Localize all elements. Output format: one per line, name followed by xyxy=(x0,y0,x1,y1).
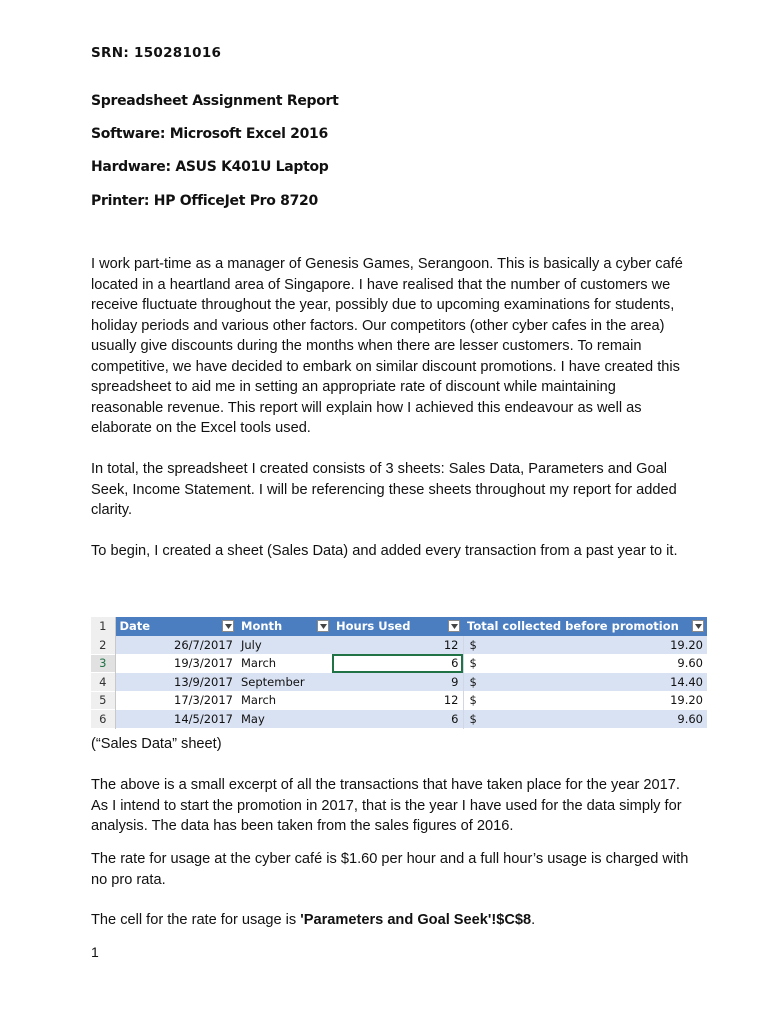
cell-total[interactable] xyxy=(463,673,707,692)
cell-total[interactable] xyxy=(463,636,707,655)
cell-hours-selected[interactable]: 6 xyxy=(332,654,463,673)
row-number: 1 xyxy=(91,617,115,636)
total-value: 19.20 xyxy=(670,637,703,652)
cell-hours[interactable]: 9 xyxy=(332,673,463,692)
cell-reference-suffix: . xyxy=(531,912,536,928)
excerpt-paragraph: The above is a small excerpt of all the transactions that have taken place for the year 2017. As I intend to start the promotion in 2017, that is the year I have used for the data simply for analysis. The data has been taken from the sales figures of 2016. xyxy=(91,777,682,834)
begin-paragraph: To begin, I created a sheet (Sales Data) and added every transaction from a past year to it. xyxy=(91,543,678,559)
column-header-label: Month xyxy=(241,619,283,634)
hardware-line: Hardware: ASUS K401U Laptop xyxy=(91,159,329,175)
sales-data-table xyxy=(91,617,707,729)
page-number: 1 xyxy=(91,944,99,960)
cell-total[interactable] xyxy=(463,691,707,710)
table-row xyxy=(91,691,707,710)
column-header-label: Date xyxy=(119,619,151,634)
table-caption: (“Sales Data” sheet) xyxy=(91,736,222,752)
sheets-paragraph: In total, the spreadsheet I created consists of 3 sheets: Sales Data, Parameters and Goal Seek, Income Statement. I will be referencing these sheets throughout my report for added clarity. xyxy=(91,461,677,518)
report-title: Spreadsheet Assignment Report xyxy=(91,93,339,109)
table-row xyxy=(91,636,707,655)
table-row xyxy=(91,710,707,729)
cell-date[interactable]: 19/3/2017 xyxy=(115,654,237,673)
printer-line: Printer: HP OfficeJet Pro 8720 xyxy=(91,193,318,209)
row-number: 6 xyxy=(91,710,115,729)
cell-hours[interactable]: 12 xyxy=(332,691,463,710)
srn-line: SRN: 150281016 xyxy=(91,45,222,61)
total-value: 9.60 xyxy=(677,656,703,671)
table-header-row xyxy=(91,617,707,636)
cell-total[interactable] xyxy=(463,710,707,729)
cell-month[interactable]: July xyxy=(237,636,332,655)
cell-month[interactable]: September xyxy=(237,673,332,692)
row-number: 2 xyxy=(91,636,115,655)
cell-hours[interactable]: 6 xyxy=(332,710,463,729)
cell-date[interactable]: 26/7/2017 xyxy=(115,636,237,655)
currency-symbol: $ xyxy=(469,637,477,652)
column-header-label: Total collected before promotion xyxy=(467,619,679,634)
cell-month[interactable]: May xyxy=(237,710,332,729)
software-line: Software: Microsoft Excel 2016 xyxy=(91,126,328,142)
dropdown-filter-icon[interactable] xyxy=(317,620,329,632)
column-header-date[interactable] xyxy=(115,617,237,636)
currency-symbol: $ xyxy=(469,674,477,689)
row-number: 3 xyxy=(91,654,115,673)
currency-symbol: $ xyxy=(469,711,477,726)
cell-total[interactable] xyxy=(463,654,707,673)
intro-paragraph: I work part-time as a manager of Genesis Games, Serangoon. This is basically a cyber café located in a heartland area of Singapore. I have realised that the number of customers we receive fluctuate throughout the year, possibly due to upcoming examinations for students, holiday periods and various other factors. Our competitors (other cyber cafes in the area) usually give discounts during the months when there are lesser customers. To remain competitive, we have decided to embark on similar discount promotions. I have created this spreadsheet to aid me in setting an appropriate rate of discount while maintaining reasonable revenue. This report will explain how I achieved this endeavour as well as elaborate on the Excel tools used. xyxy=(91,256,683,436)
cell-month[interactable]: March xyxy=(237,691,332,710)
row-number: 4 xyxy=(91,673,115,692)
cell-reference-prefix: The cell for the rate for usage is xyxy=(91,912,301,928)
cell-reference-paragraph xyxy=(91,910,691,931)
column-header-total-collected[interactable] xyxy=(463,617,707,636)
column-header-label: Hours Used xyxy=(336,619,411,634)
total-value: 19.20 xyxy=(670,693,703,708)
cell-hours[interactable]: 12 xyxy=(332,636,463,655)
currency-symbol: $ xyxy=(469,656,477,671)
column-header-month[interactable] xyxy=(237,617,332,636)
table-row xyxy=(91,654,707,673)
total-value: 9.60 xyxy=(677,711,703,726)
total-value: 14.40 xyxy=(670,674,703,689)
currency-symbol: $ xyxy=(469,693,477,708)
table-row xyxy=(91,673,707,692)
cell-date[interactable]: 14/5/2017 xyxy=(115,710,237,729)
dropdown-filter-icon[interactable] xyxy=(222,620,234,632)
cell-reference: 'Parameters and Goal Seek'!$C$8 xyxy=(300,912,532,928)
column-header-hours-used[interactable] xyxy=(332,617,463,636)
cell-date[interactable]: 17/3/2017 xyxy=(115,691,237,710)
row-number: 5 xyxy=(91,691,115,710)
cell-date[interactable]: 13/9/2017 xyxy=(115,673,237,692)
rate-paragraph: The rate for usage at the cyber café is $1.60 per hour and a full hour’s usage is charged with no pro rata. xyxy=(91,851,689,888)
cell-month[interactable]: March xyxy=(237,654,332,673)
dropdown-filter-icon[interactable] xyxy=(692,620,704,632)
dropdown-filter-icon[interactable] xyxy=(448,620,460,632)
